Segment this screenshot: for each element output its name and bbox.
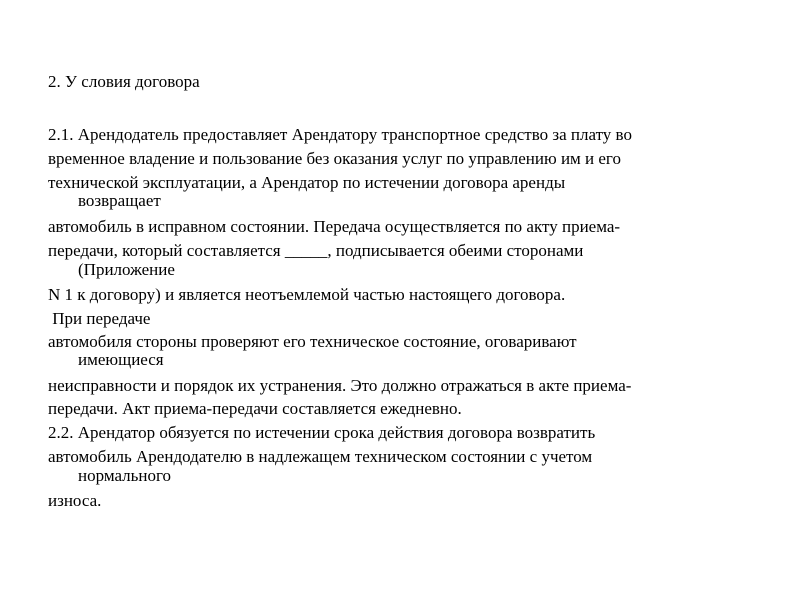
text-line-continuation: возвращает xyxy=(78,191,161,210)
text-line: автомобиль Арендодателю в надлежащем техническом состоянии с учетом xyxy=(48,447,593,466)
text-line: временное владение и пользование без оказания услуг по управлению им и его xyxy=(48,149,621,168)
text-line: передачи. Акт приема-передачи составляется ежедневно. xyxy=(48,399,462,418)
text-line: 2.1. Арендодатель предоставляет Арендатору транспортное средство за плату во xyxy=(48,125,632,144)
text-line: N 1 к договору) и является неотъемлемой частью настоящего договора. xyxy=(48,285,566,304)
text-line: неисправности и порядок их устранения. Это должно отражаться в акте приема- xyxy=(48,376,632,395)
text-line-continuation: (Приложение xyxy=(78,260,175,279)
text-line: износа. xyxy=(48,491,102,510)
text-line: технической эксплуатации, а Арендатор по истечении договора аренды xyxy=(48,173,566,192)
text-line: При передаче xyxy=(48,309,151,328)
text-line: 2.2. Арендатор обязуется по истечении срока действия договора возвратить xyxy=(48,423,596,442)
text-line: автомобиль в исправном состоянии. Передача осуществляется по акту приема- xyxy=(48,217,621,236)
text-line: передачи, который составляется _____, подписывается обеими сторонами xyxy=(48,241,584,260)
text-line-continuation: имеющиеся xyxy=(78,350,164,369)
text-line-continuation: нормального xyxy=(78,466,172,485)
text-line: автомобиля стороны проверяют его техническое состояние, оговаривают xyxy=(48,332,577,351)
section-title: 2. У словия договора xyxy=(48,72,200,91)
